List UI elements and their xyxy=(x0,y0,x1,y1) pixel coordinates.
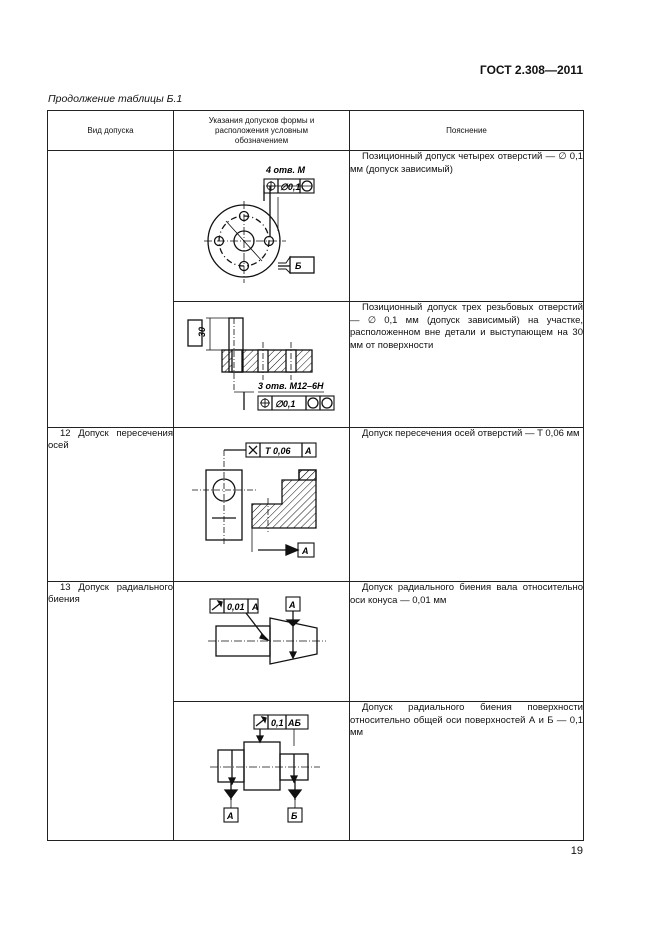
drawing-label-datum-a: А xyxy=(227,811,234,821)
row-explanation: Допуск радиального биения вала относительно оси конуса — 0,01 мм xyxy=(350,582,584,702)
table-row xyxy=(48,582,584,702)
row-kind: 12 Допуск пересечения осей xyxy=(48,428,174,582)
table-caption: Продолжение таблицы Б.1 xyxy=(48,93,183,105)
drawing-label-datum: A xyxy=(302,546,309,556)
drawing-label-datum: A xyxy=(252,602,259,612)
drawing-label-holes: 4 отв. M xyxy=(266,165,305,175)
drawing-axis-intersection xyxy=(174,428,350,582)
drawing-label-tol: 0,1 xyxy=(271,718,284,728)
page-number: 19 xyxy=(570,845,583,857)
drawing-label-height: 30 xyxy=(197,326,207,337)
table-header-row xyxy=(48,111,584,151)
table-row xyxy=(48,428,584,582)
table-row xyxy=(48,151,584,302)
row-kind xyxy=(48,151,174,428)
drawing-label-datums: АБ xyxy=(288,718,301,728)
drawing-label-tol: T 0,06 xyxy=(265,446,291,456)
header-tolerance-indication: Указания допусков формы и расположения условным обозначением xyxy=(174,111,350,151)
drawing-label-datum: A xyxy=(289,600,296,610)
drawing-positional-threaded-holes xyxy=(174,302,350,428)
tolerance-table xyxy=(47,110,584,841)
row-kind: 13 Допуск радиального биения xyxy=(48,582,174,841)
header-explanation: Пояснение xyxy=(350,111,584,151)
drawing-radial-runout-common-axis xyxy=(174,702,350,841)
drawing-label-tol: 0,01 xyxy=(227,602,245,612)
document-code: ГОСТ 2.308—2011 xyxy=(479,63,583,77)
drawing-label-base: Б xyxy=(295,261,302,271)
drawing-label-tol: ∅0,1 xyxy=(275,399,296,409)
header-tolerance-type: Вид допуска xyxy=(48,111,174,151)
drawing-radial-runout-shaft xyxy=(174,582,350,702)
drawing-positional-four-holes xyxy=(174,151,350,302)
row-explanation: Допуск радиального биения поверхности относительно общей оси поверхностей А и Б — 0,1 мм xyxy=(350,702,584,841)
row-explanation: Позиционный допуск трех резьбовых отверстий — ∅ 0,1 мм (допуск зависимый) на участке, расположенном вне детали и выступающем на 30 мм от поверхности xyxy=(350,302,584,428)
drawing-label-datum-b: Б xyxy=(291,811,298,821)
row-explanation: Допуск пересечения осей отверстий — T 0,06 мм xyxy=(350,428,584,582)
drawing-label-holes: 3 отв. M12–6H xyxy=(258,381,324,391)
drawing-label-tol: ∅0,1 xyxy=(280,182,301,192)
row-explanation: Позиционный допуск четырех отверстий — ∅ 0,1 мм (допуск зависимый) xyxy=(350,151,584,302)
drawing-label-datum: A xyxy=(305,446,312,456)
